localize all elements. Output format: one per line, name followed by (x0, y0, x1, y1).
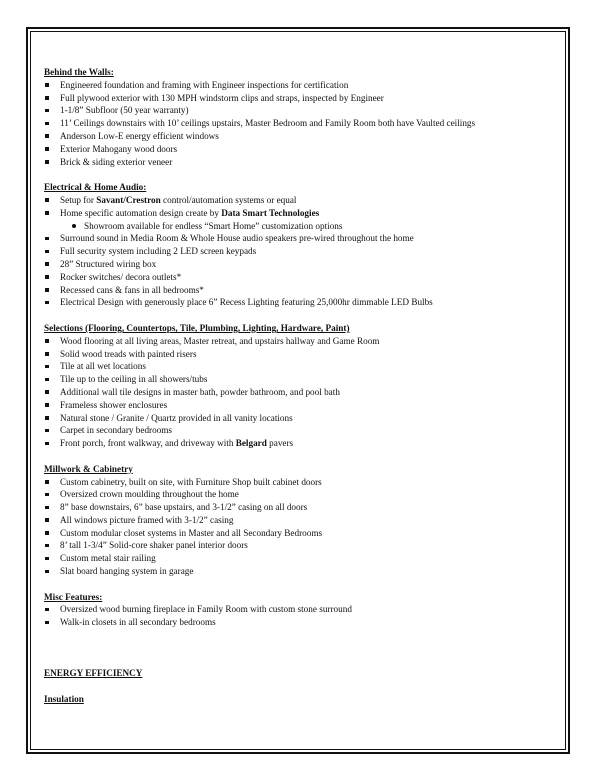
list-item: Oversized crown moulding throughout the home (44, 488, 564, 501)
list-item: Tile at all wet locations (44, 360, 564, 373)
list-item: Custom cabinetry, built on site, with Furniture Shop built cabinet doors (44, 476, 564, 489)
list-item: Tile up to the ceiling in all showers/tubs (44, 373, 564, 386)
list-item: Recessed cans & fans in all bedrooms* (44, 284, 564, 297)
bullet-list (44, 476, 564, 578)
section-heading: Misc Features: (44, 591, 103, 602)
list-item: Rocker switches/ decora outlets* (44, 271, 564, 284)
document-body (44, 66, 564, 706)
list-item: Additional wall tile designs in master bath, powder bathroom, and pool bath (44, 386, 564, 399)
insulation-heading: Insulation (44, 694, 84, 705)
item-text: control/automation systems or equal (160, 194, 297, 205)
list-item: 11’ Ceilings downstairs with 10’ ceilings upstairs, Master Bedroom and Family Room both have Vaulted ceilings (44, 117, 564, 130)
list-item: Slat board hanging system in garage (44, 565, 564, 578)
brand-name: Savant/Crestron (96, 194, 161, 205)
list-item: Frameless shower enclosures (44, 399, 564, 412)
bullet-list (44, 335, 564, 450)
section-heading: Electrical & Home Audio: (44, 182, 147, 193)
list-item (44, 437, 564, 450)
item-text: Setup for (60, 194, 97, 205)
energy-efficiency-heading: ENERGY EFFICIENCY (44, 668, 143, 679)
list-item: 8’ tall 1-3/4” Solid-core shaker panel interior doors (44, 539, 564, 552)
list-item (44, 194, 564, 207)
section-misc-features (44, 591, 564, 629)
list-item: 8” base downstairs, 6” base upstairs, and 3-1/2” casing on all doors (44, 501, 564, 514)
section-electrical-home-audio (44, 181, 564, 309)
list-item: Electrical Design with generously place 6” Recess Lighting featuring 25,000hr dimmable LED Bulbs (44, 296, 564, 309)
section-behind-the-walls (44, 66, 564, 168)
list-item: Brick & siding exterior veneer (44, 156, 564, 169)
list-item: Carpet in secondary bedrooms (44, 424, 564, 437)
brand-name: Belgard (235, 438, 267, 449)
list-item: Walk-in closets in all secondary bedrooms (44, 616, 564, 629)
section-heading: Behind the Walls: (44, 67, 114, 77)
list-item: Full security system including 2 LED screen keypads (44, 245, 564, 258)
list-item: Custom metal stair railing (44, 552, 564, 565)
list-item: Anderson Low-E energy efficient windows (44, 130, 564, 143)
list-item: Custom modular closet systems in Master and all Secondary Bedrooms (44, 527, 564, 540)
item-text: Front porch, front walkway, and driveway with (60, 438, 236, 449)
sub-list-item: Showroom available for endless “Smart Home” customization options (44, 220, 564, 233)
list-item (44, 207, 564, 233)
list-item: 1-1/8” Subfloor (50 year warranty) (44, 104, 564, 117)
list-item: Surround sound in Media Room & Whole House audio speakers pre-wired throughout the home (44, 232, 564, 245)
list-item: Wood flooring at all living areas, Master retreat, and upstairs hallway and Game Room (44, 335, 564, 348)
item-text: pavers (266, 438, 294, 449)
bullet-list (44, 194, 564, 309)
section-heading: Selections (Flooring, Countertops, Tile, Plumbing, Lighting, Hardware, Paint) (44, 322, 350, 333)
section-heading: Millwork & Cabinetry (44, 463, 133, 474)
section-millwork-cabinetry (44, 463, 564, 578)
list-item: Solid wood treads with painted risers (44, 348, 564, 361)
bullet-list (44, 603, 564, 629)
bullet-list (44, 79, 564, 169)
list-item: Full plywood exterior with 130 MPH windstorm clips and straps, inspected by Engineer (44, 92, 564, 105)
sub-bullet-list (44, 220, 564, 233)
spacer (44, 642, 564, 668)
list-item: Exterior Mahogany wood doors (44, 143, 564, 156)
list-item: Oversized wood burning fireplace in Family Room with custom stone surround (44, 603, 564, 616)
brand-name: Data Smart Technologies (221, 207, 320, 218)
list-item: Natural stone / Granite / Quartz provided in all vanity locations (44, 412, 564, 425)
section-selections (44, 322, 564, 450)
list-item: All windows picture framed with 3-1/2” casing (44, 514, 564, 527)
list-item: Engineered foundation and framing with Engineer inspections for certification (44, 79, 564, 92)
item-text: Home specific automation design create by (60, 207, 222, 218)
list-item: 28” Structured wiring box (44, 258, 564, 271)
